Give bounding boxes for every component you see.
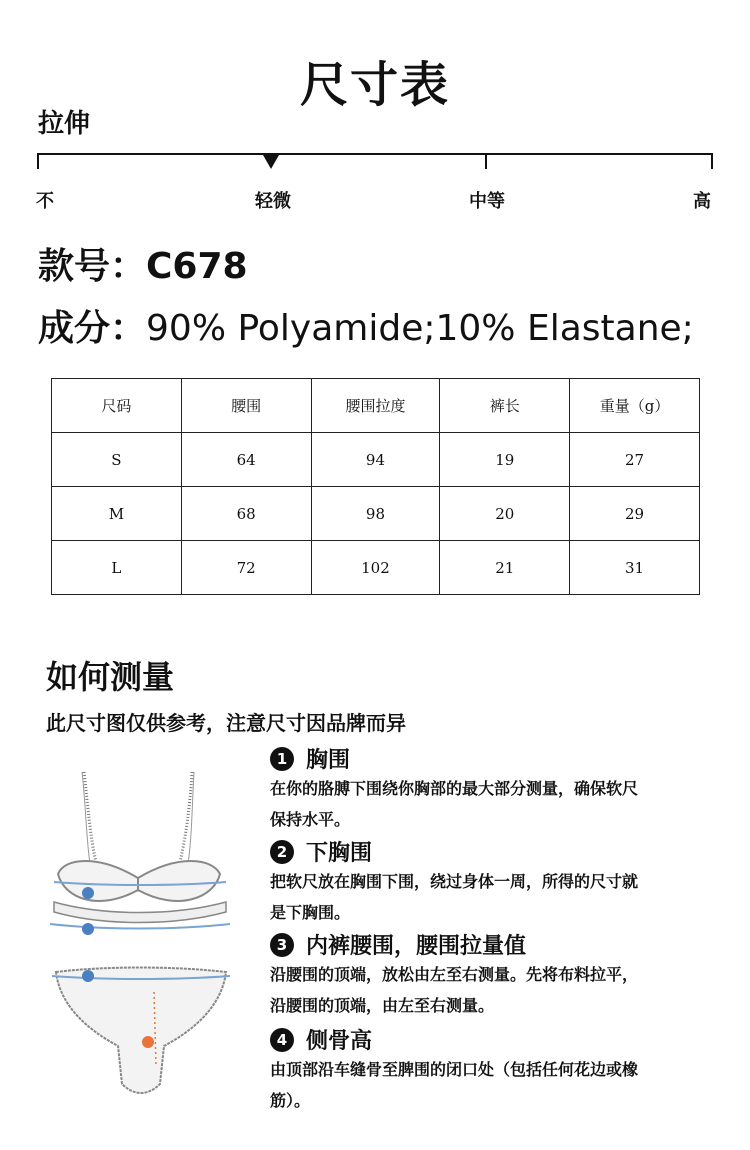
table-cell: 98: [311, 487, 440, 541]
scale-label-none: 不: [36, 191, 54, 212]
style-value: C678: [146, 246, 248, 287]
table-cell: L: [52, 541, 182, 595]
header-cell: 腰围拉度: [311, 379, 440, 433]
table-cell: 27: [570, 433, 700, 487]
table-cell: 29: [570, 487, 700, 541]
stretch-scale: [37, 153, 713, 173]
marker-1-icon: [82, 887, 94, 899]
scale-label-high: 高: [693, 191, 711, 212]
marker-4-icon: [142, 1036, 154, 1048]
header-cell: 腰围: [181, 379, 311, 433]
desc-line: 沿腰围的顶端，由左至右测量。: [270, 996, 495, 1015]
measure-item-title: 侧骨高: [306, 1029, 373, 1054]
table-cell: 68: [181, 487, 311, 541]
table-cell: 21: [440, 541, 570, 595]
table-header-row: [52, 379, 700, 433]
desc-line: 沿腰围的顶端，放松由左至右测量。先将布料拉平，: [270, 965, 639, 984]
desc-line: 由顶部沿车缝骨至脾围的闭口处（包括任何花边或橡: [270, 1060, 639, 1079]
table-cell: 20: [440, 487, 570, 541]
header-cell: 尺码: [52, 379, 182, 433]
table-cell: M: [52, 487, 182, 541]
how-to-measure-title: 如何测量: [46, 658, 175, 696]
measure-item-3-desc: [270, 959, 710, 1021]
marker-3-icon: [82, 970, 94, 982]
measure-item-title: 胸围: [306, 748, 351, 773]
composition: [38, 300, 694, 351]
size-table: [51, 378, 700, 595]
number-4-icon: 4: [270, 1028, 294, 1052]
header-cell: 重量（g）: [570, 379, 700, 433]
desc-line: 在你的胳膊下围绕你胸部的最大部分测量，确保软尺: [270, 779, 639, 798]
number-1-icon: 1: [270, 747, 294, 771]
style-label: 款号：: [38, 246, 147, 287]
desc-line: 把软尺放在胸围下围，绕过身体一周，所得的尺寸就: [270, 872, 639, 891]
desc-line: 保持水平。: [270, 810, 351, 829]
measure-item-2-desc: [270, 866, 710, 928]
scale-line: [37, 153, 713, 155]
measure-item-2-heading: [270, 836, 372, 867]
table-cell: 94: [311, 433, 440, 487]
table-cell: 31: [570, 541, 700, 595]
measure-item-3-heading: [270, 929, 526, 960]
scale-label-medium: 中等: [469, 191, 505, 212]
measure-item-title: 内裤腰围，腰围拉量值: [306, 934, 527, 959]
measure-item-4-desc: [270, 1054, 710, 1116]
measure-item-1-desc: [270, 773, 710, 835]
measure-item-4-heading: [270, 1024, 372, 1055]
table-row: [52, 487, 700, 541]
scale-tick: [37, 153, 39, 169]
lingerie-illustration: [44, 766, 238, 1106]
table-cell: 72: [181, 541, 311, 595]
style-number: [38, 238, 248, 289]
measure-item-1-heading: [270, 743, 350, 774]
number-3-icon: 3: [270, 933, 294, 957]
measure-item-title: 下胸围: [306, 841, 373, 866]
number-2-icon: 2: [270, 840, 294, 864]
header-cell: 裤长: [440, 379, 570, 433]
stretch-pointer-icon: [263, 155, 279, 169]
table-cell: 64: [181, 433, 311, 487]
table-cell: 102: [311, 541, 440, 595]
desc-line: 是下胸围。: [270, 903, 351, 922]
composition-label: 成分：: [38, 308, 147, 349]
scale-tick: [711, 153, 713, 169]
page-title: 尺寸表: [299, 57, 450, 113]
composition-value: 90% Polyamide;10% Elastane;: [146, 308, 694, 349]
table-row: [52, 433, 700, 487]
scale-tick: [485, 153, 487, 169]
table-cell: 19: [440, 433, 570, 487]
desc-line: 筋）。: [270, 1091, 311, 1110]
stretch-label: 拉伸: [38, 109, 91, 139]
marker-2-icon: [82, 923, 94, 935]
scale-label-slight: 轻微: [255, 191, 291, 212]
table-cell: S: [52, 433, 182, 487]
table-row: [52, 541, 700, 595]
size-note: 此尺寸图仅供参考，注意尺寸因品牌而异: [46, 711, 406, 735]
